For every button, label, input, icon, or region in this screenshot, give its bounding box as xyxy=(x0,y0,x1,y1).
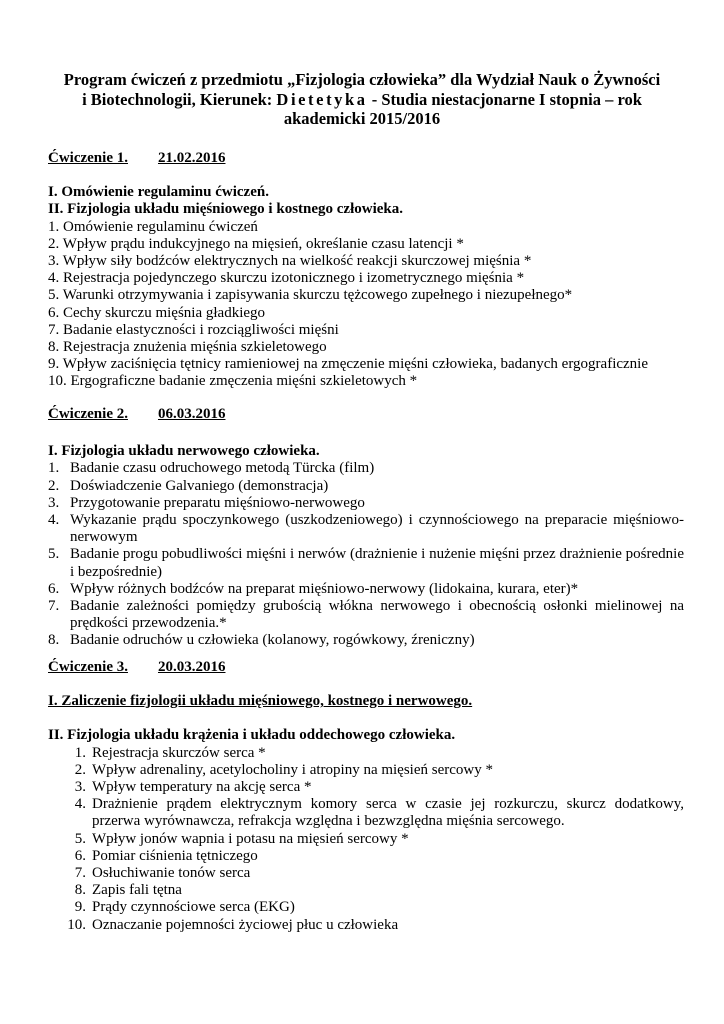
exercise-2-item xyxy=(48,460,684,477)
exercise-3-heading xyxy=(48,659,684,676)
exercise-3-item-text: Zapis fali tętna xyxy=(92,882,182,899)
exercise-3-item-text: Oznaczanie pojemności życiowej płuc u człowieka xyxy=(92,916,399,933)
exercise-3-heading-2: II. Fizjologia układu krążenia i układu oddechowego człowieka. xyxy=(48,727,456,744)
exercise-2-item-number: 5. xyxy=(48,546,60,563)
exercise-1-item: 7. Badanie elastyczności i rozciągliwości mięśni xyxy=(48,321,339,338)
exercise-2-item-number: 8. xyxy=(48,632,60,649)
exercise-2-date: 06.03.2016 xyxy=(157,406,226,422)
exercise-3-date: 20.03.2016 xyxy=(157,659,226,675)
exercise-1-heading-2: II. Fizjologia układu mięśniowego i kostnego człowieka. xyxy=(48,201,404,218)
exercise-3-item-number: 4. xyxy=(74,796,86,813)
exercise-2-item-number: 1. xyxy=(48,460,60,477)
exercise-2-heading-1: I. Fizjologia układu nerwowego człowieka. xyxy=(48,443,320,460)
exercise-2-item xyxy=(48,598,684,632)
exercise-1-item: 3. Wpływ siły bodźców elektrycznych na wielkość reakcji skurczowej mięśnia * xyxy=(48,253,532,270)
exercise-2-list xyxy=(48,460,684,649)
exercise-3-item xyxy=(48,899,684,916)
exercise-2-item-text: Badanie odruchów u człowieka (kolanowy, rogówkowy, źreniczny) xyxy=(70,632,475,649)
exercise-1-section xyxy=(48,150,684,391)
exercise-2-item xyxy=(48,581,684,598)
exercise-3-item-text: Drażnienie prądem elektrycznym komory serca w czasie jej rozkurczu, skurcz dodatkowy, przerwa wyrównawcza, refrakcja względna i bezwzględna mięśnia sercowego. xyxy=(92,796,684,830)
exercise-2-item xyxy=(48,478,684,495)
exercise-3-item-number: 7. xyxy=(74,865,86,882)
exercise-2-item-text: Badanie czasu odruchowego metodą Türcka (film) xyxy=(70,460,375,477)
exercise-1-date: 21.02.2016 xyxy=(157,150,226,166)
exercise-3-label: Ćwiczenie 3. xyxy=(48,659,128,675)
exercise-3-item xyxy=(48,917,684,934)
title-line-1: Program ćwiczeń z przedmiotu „Fizjologia człowieka” dla Wydział Nauk o Żywności xyxy=(63,70,661,89)
exercise-3-list xyxy=(48,745,684,934)
exercise-3-item-text: Osłuchiwanie tonów serca xyxy=(92,865,251,882)
exercise-1-item: 5. Warunki otrzymywania i zapisywania skurczu tężcowego zupełnego i niezupełnego* xyxy=(48,287,573,304)
title-line-2-end: - Studia niestacjonarne I stopnia – rok xyxy=(367,89,642,109)
exercise-2-item-number: 4. xyxy=(48,512,60,529)
exercise-2-item-number: 7. xyxy=(48,598,60,615)
exercise-1-item: 8. Rejestracja znużenia mięśnia szkieletowego xyxy=(48,339,327,356)
exercise-3-item xyxy=(48,831,684,848)
exercise-3-heading-1: I. Zaliczenie fizjologii układu mięśniowego, kostnego i nerwowego. xyxy=(48,693,473,710)
exercise-3-item-text: Wpływ jonów wapnia i potasu na mięsień sercowy * xyxy=(92,830,409,847)
exercise-2-section xyxy=(48,406,684,650)
exercise-3-item-text: Pomiar ciśnienia tętniczego xyxy=(92,847,258,864)
title-line-3: akademicki 2015/2016 xyxy=(283,109,441,128)
document-title xyxy=(40,70,684,129)
exercise-2-item-text: Wpływ różnych bodźców na preparat mięśniowo-nerwowy (lidokaina, kurara, eter)* xyxy=(70,580,579,597)
exercise-2-heading xyxy=(48,406,684,423)
exercise-3-item-text: Wpływ temperatury na akcję serca * xyxy=(92,779,312,796)
exercise-3-item xyxy=(48,745,684,762)
title-line-2-start: i Biotechnologii, Kierunek: xyxy=(82,89,277,109)
exercise-3-item xyxy=(48,882,684,899)
exercise-2-item xyxy=(48,546,684,580)
exercise-3-item xyxy=(48,865,684,882)
exercise-1-list xyxy=(48,219,684,391)
exercise-2-item-text: Badanie zależności pomiędzy grubością włókna nerwowego i obecnością osłonki mielinowej na prędkości przewodzenia.* xyxy=(70,598,684,632)
exercise-1-heading-1: I. Omówienie regulaminu ćwiczeń. xyxy=(48,184,269,201)
exercise-2-label: Ćwiczenie 2. xyxy=(48,406,128,422)
exercise-1-item: 9. Wpływ zaciśnięcia tętnicy ramieniowej na zmęczenie mięśni człowieka, badanych ergograficznie xyxy=(48,356,649,373)
exercise-3-item-number: 6. xyxy=(74,847,86,864)
exercise-3-item xyxy=(48,779,684,796)
exercise-1-item: 6. Cechy skurczu mięśnia gładkiego xyxy=(48,304,266,321)
exercise-3-item-text: Wpływ adrenaliny, acetylocholiny i atropiny na mięsień sercowy * xyxy=(92,761,493,778)
exercise-3-item xyxy=(48,762,684,779)
exercise-3-item-number: 3. xyxy=(74,779,86,796)
exercise-1-item: 1. Omówienie regulaminu ćwiczeń xyxy=(48,218,258,235)
title-field-name: Dietetyka xyxy=(276,89,368,109)
exercise-1-item: 4. Rejestracja pojedynczego skurczu izotonicznego i izometrycznego mięśnia * xyxy=(48,270,525,287)
exercise-1-item: 10. Ergograficzne badanie zmęczenia mięśni szkieletowych * xyxy=(48,373,418,390)
exercise-3-item-text: Rejestracja skurczów serca * xyxy=(92,744,266,761)
exercise-1-heading xyxy=(48,150,684,167)
exercise-3-item-number: 2. xyxy=(74,761,86,778)
exercise-2-item xyxy=(48,495,684,512)
exercise-3-item xyxy=(48,848,684,865)
exercise-3-item-number: 8. xyxy=(74,882,86,899)
exercise-3-item-number: 9. xyxy=(74,899,86,916)
exercise-3-item-number: 5. xyxy=(74,830,86,847)
exercise-1-item: 2. Wpływ prądu indukcyjnego na mięsień, określanie czasu latencji * xyxy=(48,235,464,252)
exercise-2-item-text: Badanie progu pobudliwości mięśni i nerwów (drażnienie i nużenie mięśni przez drażnienie pośrednie i bezpośrednie) xyxy=(70,546,684,580)
exercise-2-item-text: Przygotowanie preparatu mięśniowo-nerwowego xyxy=(70,494,365,511)
exercise-3-item-number: 1. xyxy=(74,744,86,761)
exercise-3-item-number: 10. xyxy=(67,916,86,933)
exercise-2-item-text: Wykazanie prądu spoczynkowego (uszkodzeniowego) i czynnościowego na preparacie mięśniowo-nerwowym xyxy=(70,512,684,546)
exercise-3-item-text: Prądy czynnościowe serca (EKG) xyxy=(92,899,295,916)
exercise-2-item-number: 6. xyxy=(48,580,60,597)
exercise-2-item-number: 3. xyxy=(48,494,60,511)
exercise-3-section xyxy=(48,659,684,934)
exercise-2-item xyxy=(48,512,684,546)
exercise-1-label: Ćwiczenie 1. xyxy=(48,150,128,166)
exercise-2-item-text: Doświadczenie Galvaniego (demonstracja) xyxy=(70,477,329,494)
title-line-2 xyxy=(40,90,684,110)
exercise-3-item xyxy=(48,796,684,830)
exercise-2-item-number: 2. xyxy=(48,477,60,494)
exercise-2-item xyxy=(48,632,684,649)
